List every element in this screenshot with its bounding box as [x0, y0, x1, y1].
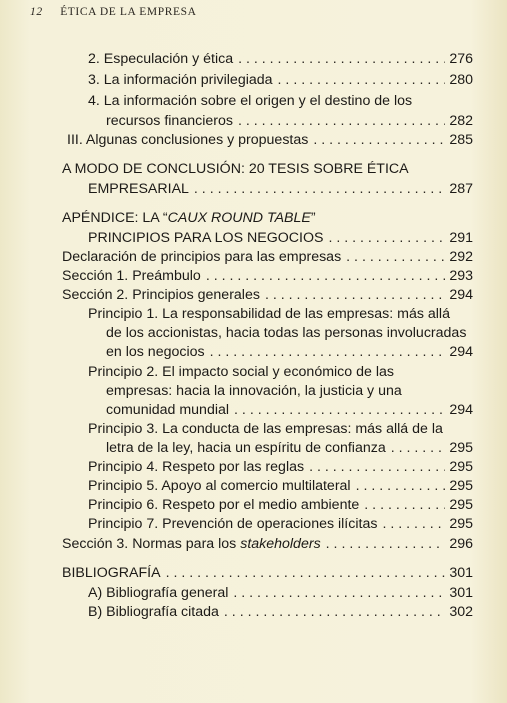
- toc-entry-principio-6: Principio 6. Respeto por el medio ambiente . . . 295: [88, 496, 473, 515]
- toc-entry-informacion-origen: recursos financieros . . . 282: [106, 112, 473, 131]
- toc-entry-principio-3: letra de la ley, hacia un espíritu de confianza . . . 295: [106, 439, 473, 458]
- toc-entry-bibliografia-general: A) Bibliografía general . . . 301: [88, 584, 473, 603]
- toc-entry-conclusiones: III. Algunas conclusiones y propuestas . . . 285: [67, 131, 473, 150]
- toc-entry-bibliografia-citada: B) Bibliografía citada . . . 302: [88, 603, 473, 622]
- toc-entry-apendice-line1: APÉNDICE: LA “CAUX ROUND TABLE”: [62, 210, 316, 226]
- toc-entry-declaracion: Declaración de principios para las empresas . . . 292: [62, 248, 473, 267]
- running-header: [30, 6, 197, 18]
- toc-entry-informacion-privilegiada: 3. La información privilegiada . . . 280: [88, 71, 473, 90]
- toc-entry-seccion-1: Sección 1. Preámbulo . . . 293: [62, 267, 473, 286]
- page-number: 12: [30, 6, 43, 18]
- toc-entry-bibliografia: BIBLIOGRAFÍA . . . 301: [62, 564, 473, 583]
- toc-entry-principio-2-line2: empresas: hacia la innovación, la justicia y una: [106, 383, 402, 399]
- toc-entry-principio-2: comunidad mundial . . . 294: [106, 401, 473, 420]
- toc-entry-principio-1-line2: de los accionistas, hacia todas las personas involucradas: [106, 325, 467, 341]
- toc-entry-apendice: PRINCIPIOS PARA LOS NEGOCIOS . . . 291: [88, 229, 473, 248]
- toc-entry-a-modo-de-conclusion: EMPRESARIAL . . . 287: [88, 180, 473, 199]
- toc-entry-principio-1-line1: Principio 1. La responsabilidad de las empresas: más allá: [88, 306, 450, 322]
- toc-entry-especulacion: 2. Especulación y ética . . . 276: [88, 50, 473, 69]
- toc-entry-principio-1: en los negocios . . . 294: [106, 343, 473, 362]
- toc-entry-principio-2-line1: Principio 2. El impacto social y económico de las: [88, 364, 394, 380]
- toc-entry-a-modo-line1: A MODO DE CONCLUSIÓN: 20 TESIS SOBRE ÉTICA: [62, 161, 409, 177]
- toc-entry-principio-4: Principio 4. Respeto por las reglas . . . 295: [88, 458, 473, 477]
- toc-entry-seccion-2: Sección 2. Principios generales . . . 294: [62, 286, 473, 305]
- running-title: ÉTICA DE LA EMPRESA: [60, 6, 197, 18]
- toc-entry-informacion-origen-line1: 4. La información sobre el origen y el destino de los: [88, 93, 413, 109]
- toc-entry-principio-5: Principio 5. Apoyo al comercio multilateral . . . 295: [88, 477, 473, 496]
- toc-entry-principio-7: Principio 7. Prevención de operaciones ilícitas . . . 295: [88, 515, 473, 534]
- toc-entry-seccion-3: Sección 3. Normas para los stakeholders . . . 296: [62, 535, 473, 554]
- toc-entry-principio-3-line1: Principio 3. La conducta de las empresas: más allá de la: [88, 421, 443, 437]
